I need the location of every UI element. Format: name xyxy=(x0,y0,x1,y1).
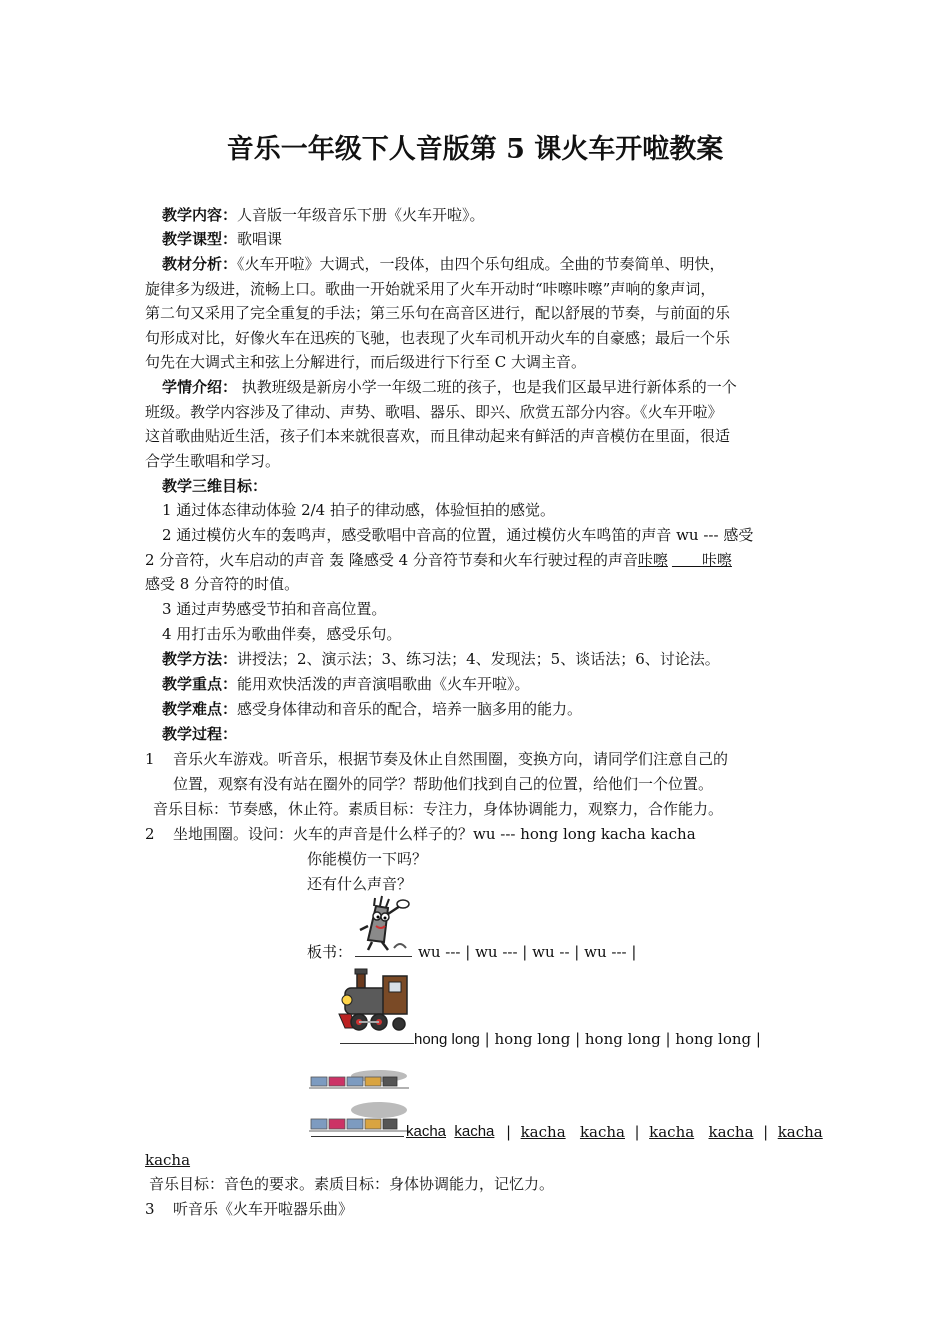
whistle-cartoon-image xyxy=(354,892,416,956)
process-label: 教学过程： xyxy=(162,725,238,743)
analysis-line-3: 第二句又采用了完全重复的手法；第三乐句在高音区进行，配以舒展的节奏，与前面的乐 xyxy=(145,304,731,322)
analysis-label: 教材分析： xyxy=(162,255,238,273)
hong-long-rest: | hong long | hong long | hong long | xyxy=(479,1030,761,1048)
methods-label: 教学方法： xyxy=(162,650,238,668)
step-1-line-b: 位置，观察有没有站在圈外的同学？帮助他们找到自己的位置，给他们一个位置。 xyxy=(173,775,714,793)
goal-2b xyxy=(145,548,732,572)
kacha-underlined-1: 咔嚓 xyxy=(637,551,668,569)
kacha-row xyxy=(406,1120,494,1144)
kacha-7: kacha xyxy=(777,1123,823,1141)
kacha-4: kacha xyxy=(579,1123,625,1141)
board-label: 板书： xyxy=(307,943,353,961)
goal-1: 1 通过体态律动体验 2/4 拍子的律动感，体验恒拍的感觉。 xyxy=(162,501,555,519)
methods-text: 讲授法；2、演示法；3、练习法；4、发现法；5、谈话法；6、讨论法。 xyxy=(237,650,720,668)
situation-line-3: 这首歌曲贴近生活，孩子们本来就很喜欢，而且律动起来有鲜活的声音模仿在里面，很适 xyxy=(145,427,731,445)
content-label: 教学内容： xyxy=(162,206,238,224)
type-label: 教学课型： xyxy=(162,230,238,248)
analysis-line-4: 句形成对比，好像火车在迅疾的飞驰，也表现了火车司机开动火车的自豪感；最后一个乐 xyxy=(145,329,731,347)
kacha-5: kacha xyxy=(649,1123,695,1141)
train-cars-underline xyxy=(311,1136,404,1137)
type-row xyxy=(162,227,282,251)
train-cars-image xyxy=(309,1068,409,1090)
situation-line-2: 班级。教学内容涉及了律动、声势、歌唱、器乐、即兴、欣赏五部分内容。《火车开啦》 xyxy=(145,403,723,421)
kacha-2: kacha xyxy=(454,1123,495,1140)
page-title: 音乐一年级下人音版第 5 课火车开啦教案 xyxy=(226,134,724,165)
situation-line-1 xyxy=(162,375,737,399)
goal-3: 3 通过声势感受节拍和音高位置。 xyxy=(162,600,387,618)
step-2-number: 2 xyxy=(145,825,155,843)
analysis-line-2: 旋律多为级进，流畅上口。歌曲一开始就采用了火车开动时“咔嚓咔嚓”声响的象声词， xyxy=(145,280,716,298)
hong-long-row xyxy=(414,1027,761,1052)
key-text: 能用欢快活泼的声音演唱歌曲《火车开啦》。 xyxy=(237,675,530,693)
goal-2a: 2 通过模仿火车的轰鸣声，感受歌唱中音高的位置，通过模仿火车鸣笛的声音 wu --- 感受 xyxy=(162,526,754,544)
step-2-line-a: 坐地围圈。设问：火车的声音是什么样子的？wu --- hong long kacha kacha xyxy=(173,825,696,843)
step-1-goal: 音乐目标：节奏感，休止符。素质目标：专注力，身体协调能力，观察力，合作能力。 xyxy=(153,800,724,818)
methods-row xyxy=(162,647,720,671)
analysis-text: 《火车开啦》大调式，一段体，由四个乐句组成。全曲的节奏简单、明快， xyxy=(237,255,725,273)
step-2-line-c: 还有什么声音？ xyxy=(307,875,413,893)
difficulty-row xyxy=(162,697,582,721)
whistle-underline xyxy=(355,956,412,957)
kacha-3: kacha xyxy=(520,1123,566,1141)
wu-rhythm-row: wu --- | wu --- | wu -- | wu --- | xyxy=(418,943,637,961)
hong-long-first: hong long xyxy=(414,1031,480,1048)
step-1-number: 1 xyxy=(145,750,155,768)
locomotive-underline xyxy=(340,1043,414,1044)
step-2-line-b: 你能模仿一下吗？ xyxy=(307,850,428,868)
kacha-1: kacha xyxy=(406,1123,447,1140)
step-3-number: 3 xyxy=(145,1200,155,1218)
key-label: 教学重点： xyxy=(162,675,238,693)
kacha-6: kacha xyxy=(708,1123,754,1141)
situation-text: 执教班级是新房小学一年级二班的孩子，也是我们区最早进行新体系的一个 xyxy=(237,378,737,396)
kacha-rest-row: | kacha kacha | kacha kacha | kacha xyxy=(506,1123,823,1141)
goal-2b-text: 2 分音符，火车启动的声音 轰 隆感受 4 分音符节奏和火车行驶过程的声音 xyxy=(145,551,638,569)
situation-line-4: 合学生歌唱和学习。 xyxy=(145,452,281,470)
step-3-line-a: 听音乐《火车开啦器乐曲》 xyxy=(173,1200,354,1218)
key-row xyxy=(162,672,530,696)
situation-label: 学情介绍： xyxy=(162,378,238,396)
step-1-line-a: 音乐火车游戏。听音乐，根据节奏及休止自然围圈，变换方向，请同学们注意自己的 xyxy=(173,750,729,768)
content-text: 人音版一年级音乐下册《火车开啦》。 xyxy=(237,206,485,224)
analysis-line-5: 句先在大调式主和弦上分解进行，而后级进行下行至 C 大调主音。 xyxy=(145,353,587,371)
difficulty-label: 教学难点： xyxy=(162,700,238,718)
steam-locomotive-image xyxy=(337,966,413,1038)
kacha-last: kacha xyxy=(145,1151,191,1169)
analysis-line-1 xyxy=(162,252,725,276)
content-row xyxy=(162,203,485,227)
goals-label: 教学三维目标： xyxy=(162,477,268,495)
kacha-underlined-2: 咔嚓 xyxy=(701,551,732,569)
difficulty-text: 感受身体律动和音乐的配合，培养一脑多用的能力。 xyxy=(237,700,583,718)
goal-4: 4 用打击乐为歌曲伴奏，感受乐句。 xyxy=(162,625,402,643)
train-cars-image-2 xyxy=(309,1100,409,1134)
goal-2c: 感受 8 分音符的时值。 xyxy=(145,575,300,593)
step-2-goal: 音乐目标：音色的要求。素质目标：身体协调能力，记忆力。 xyxy=(149,1175,555,1193)
type-text: 歌唱课 xyxy=(237,230,283,248)
